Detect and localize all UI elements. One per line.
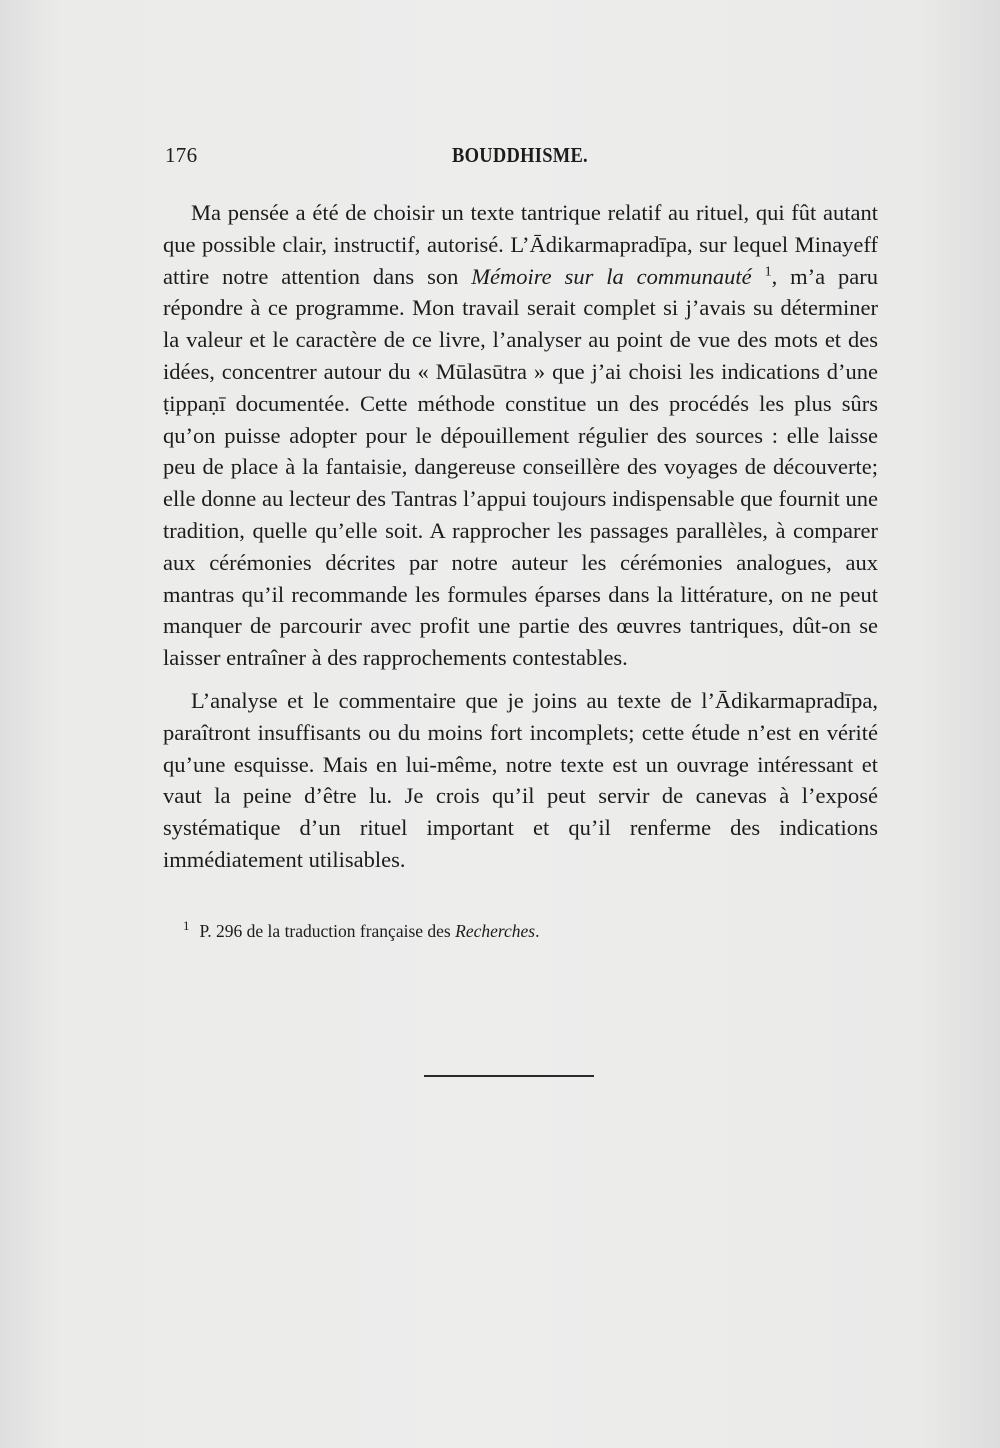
- paragraph-1: [163, 197, 878, 674]
- body-text: [163, 197, 878, 887]
- paragraph-2: L’analyse et le commentaire que je joins au texte de l’Ādikarmapradīpa, paraîtront insuffisants ou du moins fort incomplets; cette étude n’est en vérité qu’une esquisse. Mais en lui-même, notre texte est un ouvrage intéressant et vaut la peine d’être lu. Je crois qu’il peut servir de canevas à l’exposé systématique d’un rituel important et qu’il renferme des indications immédiatement utilisables.: [163, 687, 878, 872]
- running-title: BOUDDHISME.: [452, 143, 588, 167]
- paragraph-1-text-before: Ma pensée a été de choisir un texte tantrique relatif au rituel, qui fût autant que possible clair, instructif, autorisé. L’Ādikarmapradīpa, sur lequel Minayeff attire notre attention dans son: [163, 200, 878, 289]
- footnote-reference: 1: [764, 264, 772, 280]
- paragraph-1-italic-title: Mémoire sur la communauté: [471, 263, 752, 289]
- page-number: 176: [165, 143, 198, 167]
- paragraph-1-text-after: , m’a paru répondre à ce programme. Mon travail serait complet si j’avais su déterminer la valeur et le caractère de ce livre, l’analyser au point de vue des mots et des idées, concentrer autour du « Mūlasūtra » que j’ai choisi les indications d’une ṭippaṇī documentée. Cette méthode constitue un des procédés les plus sûrs qu’on puisse adopter pour le dépouillement régulier des sources : elle laisse peu de place à la fantaisie, dangereuse conseillère des voyages de découverte; elle donne au lecteur des Tantras l’appui toujours indispensable que fournit une tradition, quelle qu’elle soit. A rapprocher les passages parallèles, à comparer aux cérémonies décrites par notre auteur les cérémonies analogues, aux mantras qu’il recommande les formules éparses dans la littérature, on ne peut manquer de parcourir avec profit une partie des œuvres tantriques, dût-on se laisser entraîner à des rapprochements contestables.: [163, 263, 878, 671]
- footnote-text: P. 296 de la traduction française des: [199, 921, 456, 941]
- end-rule: [424, 1075, 594, 1077]
- footnote: [183, 918, 883, 944]
- footnote-mark: 1: [183, 918, 190, 934]
- footnote-italic: Recherches: [455, 921, 536, 941]
- running-head: [165, 143, 875, 173]
- footnote-end: .: [535, 921, 540, 941]
